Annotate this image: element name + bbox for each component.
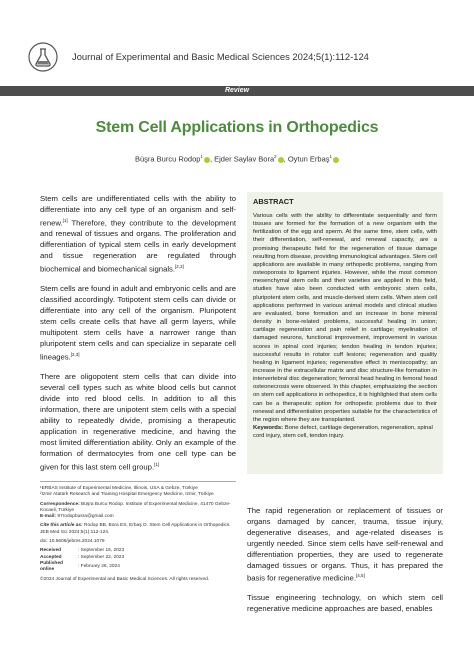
author-list: Büşra Burcu Rodop$^1$ , Ejder Saylav Bora$^2$ , Oytun Erbaş$^1$ — [0, 154, 474, 164]
body-paragraph: The rapid regeneration or replacement of tissues or organs damaged by cancer, trauma, tissue injury, degenerative diseases, and age-related diseases is urgently needed. Since stem cells have self-renewal and differentiation properties, they are used to regenerate damaged tissues or organs. Thus, it has prepared the basis for regenerative medicine.[4,5] — [247, 506, 443, 583]
abstract-heading: ABSTRACT — [253, 197, 294, 206]
doi-link[interactable]: doi: 10.5606/jebms.2024.1079 — [40, 539, 105, 545]
author-name: Oytun Erbaş — [287, 154, 330, 164]
journal-header — [28, 42, 448, 72]
dates-table — [40, 548, 124, 573]
affiliation: ¹ERBAS Institute of Experimental Medicine, Illinois, USA & Gebze, Türkiye — [40, 486, 198, 491]
orcid-icon[interactable] — [278, 157, 284, 163]
keywords — [253, 424, 437, 440]
citation-ref[interactable]: [1] — [62, 217, 68, 223]
journal-title: Journal of Experimental and Basic Medical Sciences 2024;5(1):112-124 — [72, 51, 369, 62]
affiliation: ²Izmir Atatürk Research and Training Hospital Emergency Medicine, Izmir, Türkiye — [40, 492, 214, 498]
body-left-column — [40, 194, 236, 482]
article-title: Stem Cell Applications in Orthopedics — [95, 119, 379, 136]
copyright: ©2024 Journal of Experimental and Basic Medical Sciences. All rights reserved. — [40, 576, 210, 582]
citation-ref[interactable]: [2,3] — [175, 264, 184, 269]
body-paragraph: Stem cells are undifferentiated cells with the ability to differentiate into any cell type of an organism and self-renew.[1] Therefore, they contribute to the development and renewal of tissues and organs. The proliferation and differentiation of typical stem cells in early development and tissue regeneration are regulated through biochemical and biomechanical signals.[2,3] — [40, 194, 236, 274]
body-right-column — [247, 506, 443, 623]
keywords-label: Keywords: — [253, 425, 284, 432]
section-label: Review — [224, 87, 250, 94]
abstract-box — [247, 192, 443, 474]
flask-icon — [28, 42, 58, 72]
correspondence: Correspondence: Büşra Burcu Rodop. Institute of Experimental Medicine, 41470 Gebze-Kocaeli, Türkiye — [40, 501, 231, 513]
author-name: Büşra Burcu Rodop — [134, 154, 201, 164]
citation: Cite this article as: Rodop BB, Bora ES, Erbaş O. Stem Cell Applications in Orthopedics. JEB Med Sci 2024;5(1):112-124. — [40, 523, 231, 535]
abstract-text: Various cells with the ability to differentiate sequentially and form tissues are formed for the formation of a new organism with the fertilization of the egg and sperm. At the same time, stem cells, with their differentiation, self-renewal, and renewal capacity, are a promising therapeutic field for the regeneration of tissue damage resulting from disease, providing immunological advantages. Stem cell applications are available in many orthopedic problems, ranging from osteoporosis to ligament injuries. However, while the most common mesenchymal stem cells and their varieties are applied in this field, studies have also been conducted with embryonic stem cells, pluripotent stem cells, and muscle-derived stem cells. When stem cell applications performed in various animal models and clinical studies are evaluated, bone formation and an increase in bone mineral density in bone-related problems, successful healing in union; cartilage regeneration and pain relief in cartilage; myelination of damaged neurons, functional improvement, improvement in various scores in spinal cord injuries; tendon healing in tendon injuries; successful results in rotator cuff lesions; regeneration and quality healing in ligament injuries; regenerative effect in meniscopathy; an increase in the extracellular matrix and disc structure-like formation in intervertebral disc degeneration; femoral head healing in femoral head osteonecrosis were observed. In this chapter, emphasizing the section on stem cell applications in orthopedics, it is highlighted that stem cells can be a therapeutic option for orthopedic problems due to their renewal and differentiation properties suitable for the characteristics of the region where they are transplanted. — [253, 213, 438, 423]
body-paragraph: Tissue engineering technology, on which stem cell regenerative medicine approaches are based, enables — [247, 592, 443, 613]
email-link[interactable]: 97rodopbusra@gmail.com — [57, 514, 114, 520]
author-affiliation: 1 — [200, 154, 203, 159]
citation-ref[interactable]: [1] — [154, 461, 160, 467]
orcid-icon[interactable] — [333, 157, 339, 163]
date-row: Received : September 15, 2023 — [40, 548, 125, 554]
date-row: Published online : February 26, 2024 — [40, 560, 120, 573]
keywords-text: Bone defect, cartilage degeneration, regeneration, spinal cord injury, stem cell, tendon injury. — [253, 425, 433, 440]
footnotes — [40, 481, 236, 583]
body-paragraph: Stem cells are found in adult and embryonic cells and are classified accordingly. Totipotent stem cells can divide or differentiate into any cell of the organism. Pluripotent stem cells create cells that have all germ layers, while multipotent stem cells have a narrower range than pluripotent stem cells and can specialize in separate cell lineages.[2,3] — [40, 284, 236, 362]
author-name: Ejder Saylav Bora — [214, 154, 275, 164]
author-affiliation: 2 — [274, 154, 277, 159]
email: E-mail: 97rodopbusra@gmail.com — [40, 514, 114, 520]
orcid-icon[interactable] — [204, 157, 210, 163]
citation-ref[interactable]: [4,5] — [355, 573, 365, 579]
author-affiliation: 1 — [329, 154, 333, 159]
citation-ref[interactable]: [2,3] — [70, 351, 80, 357]
date-row: Accepted : September 22, 2023 — [40, 554, 125, 560]
body-paragraph: There are oligopotent stem cells that can divide into several cell types such as white blood cells but cannot divide into red blood cells. In addition to all this information, there are unipotent stem cells with a special ability to repeatedly divide, promising a therapeutic application in regenerative medicine, and having the most limited differentiation ability. Only an example of the formation of dermatocytes from one cell type can be given for this last stem cell group.[1] — [40, 372, 236, 472]
